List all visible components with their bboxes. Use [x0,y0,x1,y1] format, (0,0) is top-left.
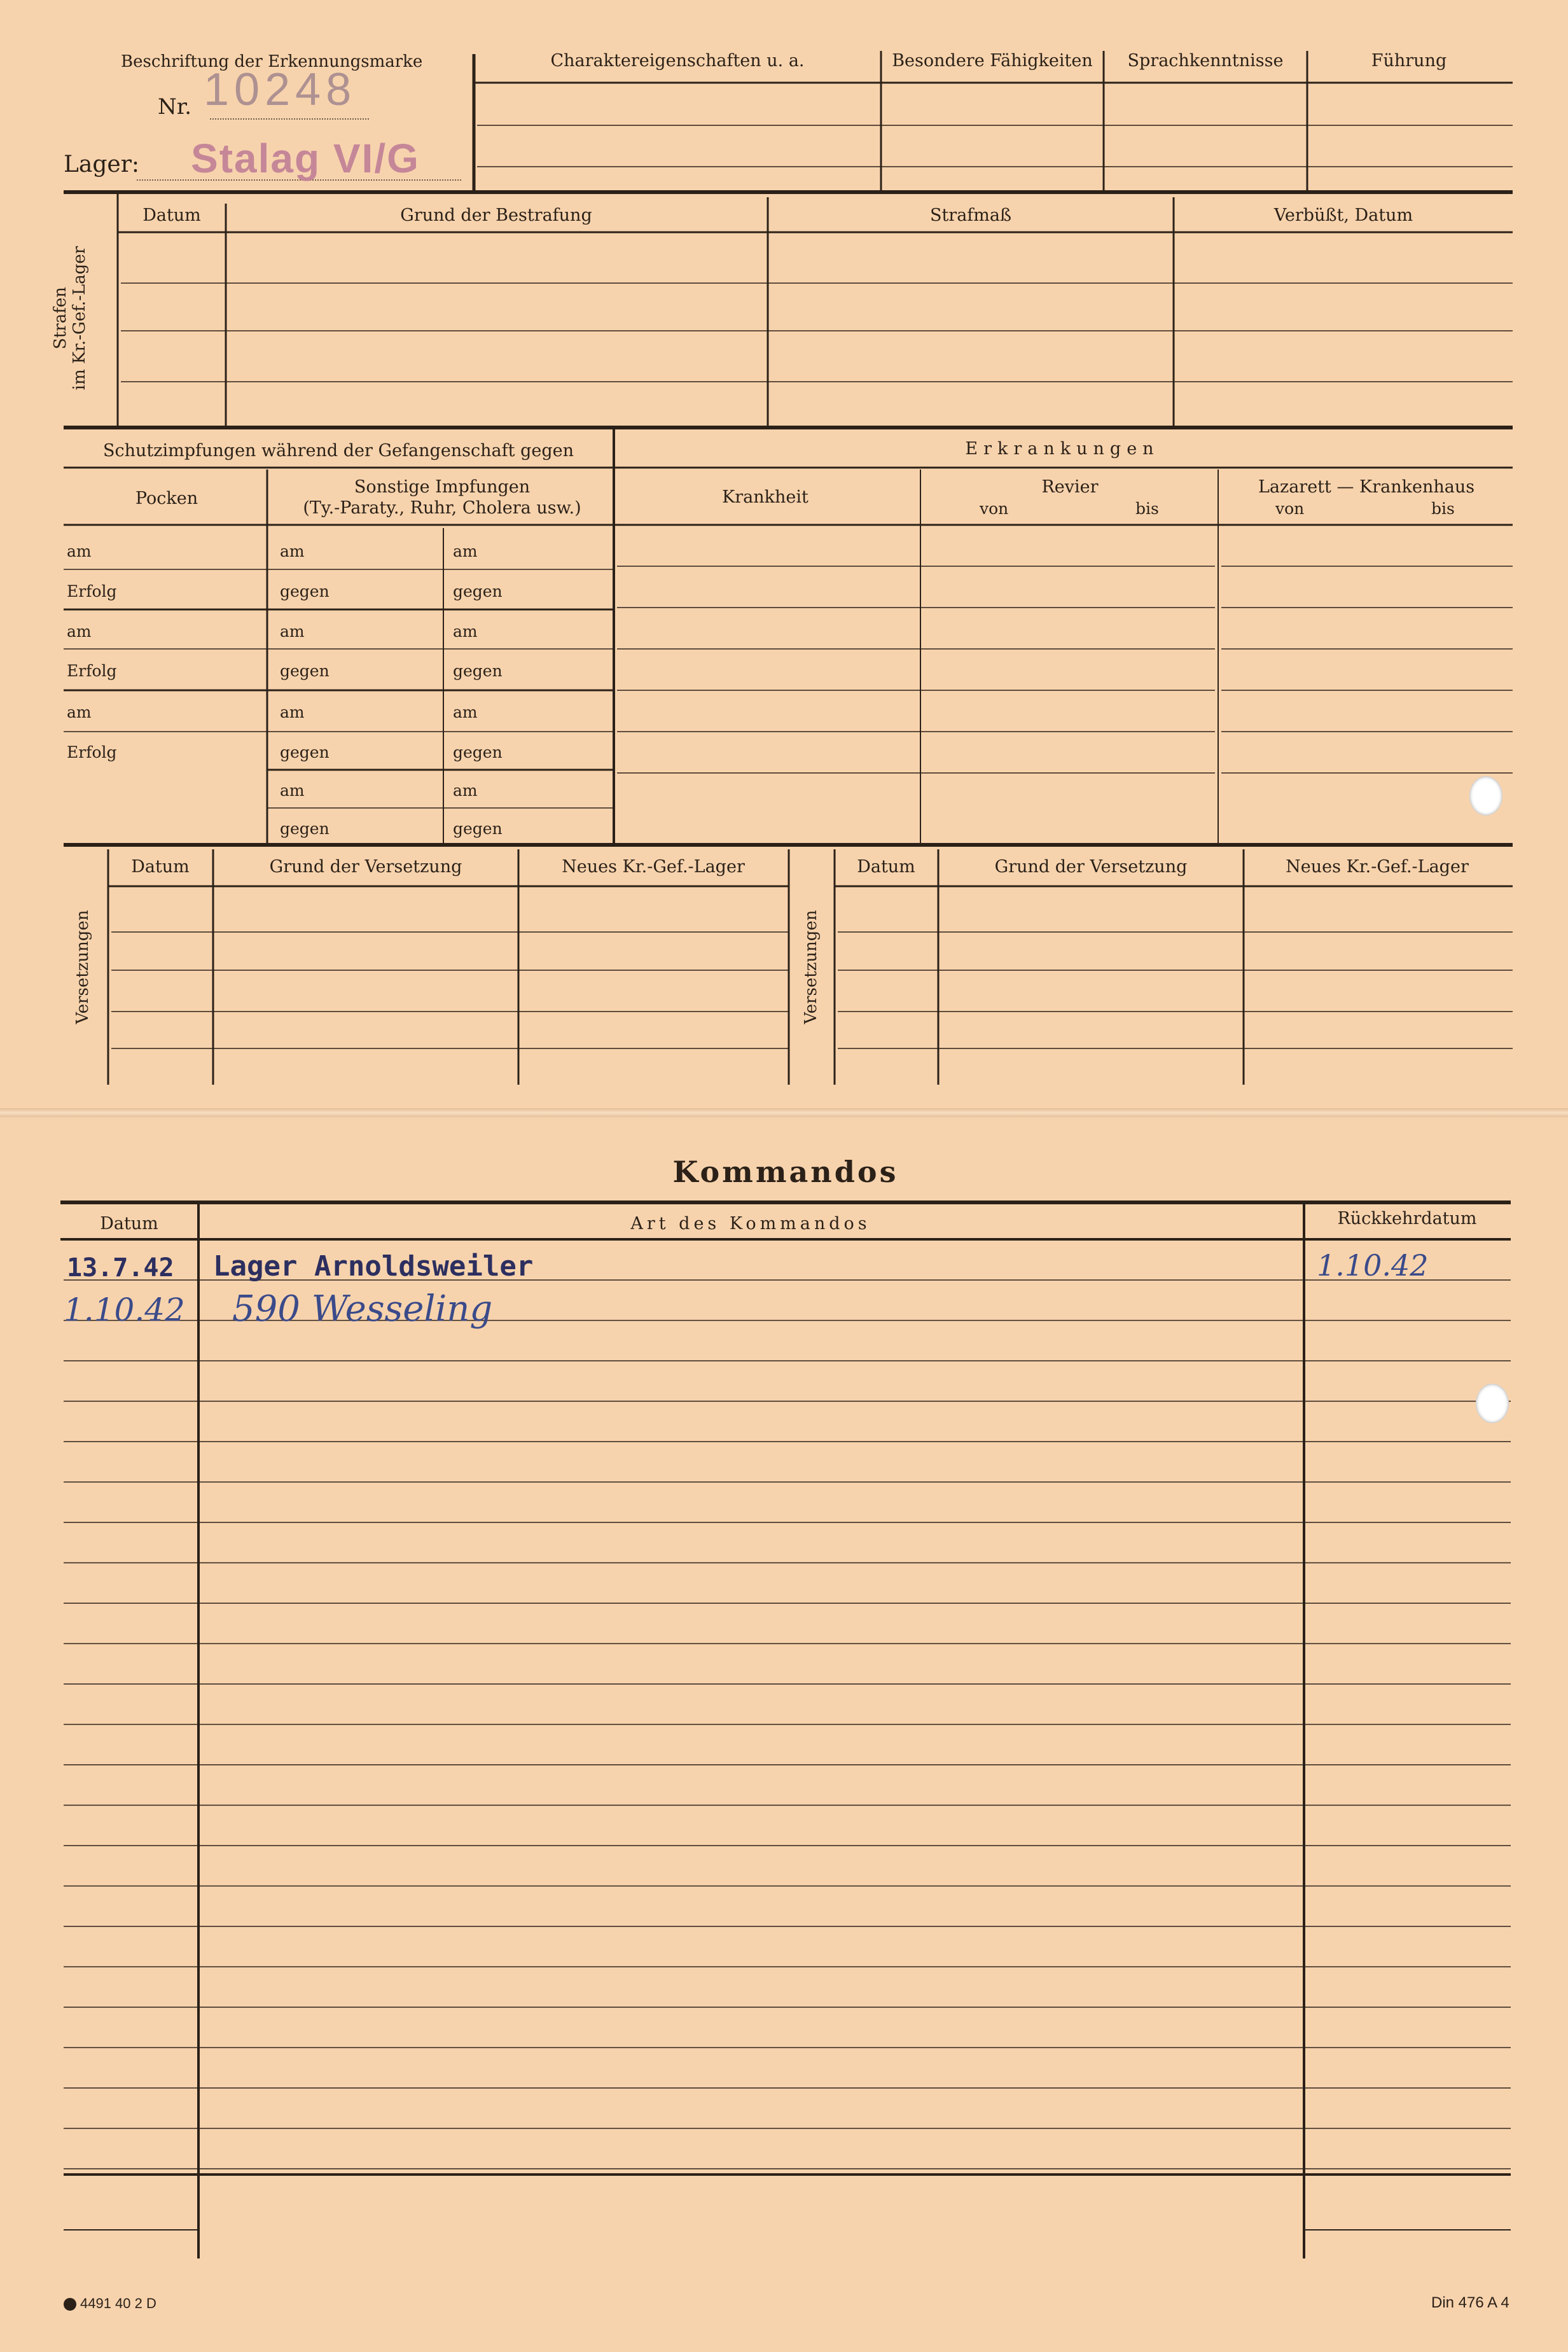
vers-col-grund-left: Grund der Versetzung [269,857,462,877]
kom-entry-1-rueckkehr: 1.10.42 [1317,1248,1429,1283]
vers-col-neues-left: Neues Kr.-Gef.-Lager [562,857,745,877]
pocken-am-3: am [67,703,92,721]
strafen-side-label [51,235,89,401]
lager-stamp: Stalag VI/G [191,136,420,181]
pocken-am-2: am [67,622,92,641]
kom-entry-1-datum: 13.7.42 [67,1253,174,1283]
sonst-am-4a: am [280,781,305,800]
sonst-am-1a: am [280,542,305,560]
sonst-gegen-1b: gegen [453,582,503,601]
col-sprach: Sprachkenntnisse [1127,51,1284,71]
kom-col-datum: Datum [100,1214,158,1234]
sonst-am-1b: am [453,542,478,560]
impf-col-pocken: Pocken [135,489,198,508]
erk-revier-von: von [980,499,1009,518]
sonst-gegen-1a: gegen [280,582,330,601]
strafen-col-verbuesst: Verbüßt, Datum [1273,205,1413,225]
kom-entry-1-art: Lager Arnoldsweiler [213,1250,534,1283]
pocken-am-1: am [67,542,92,560]
erk-lazarett-von: von [1275,499,1305,518]
strafen-col-strafmass: Strafmaß [929,205,1012,225]
punch-hole-upper [1469,776,1502,816]
strafen-side-label-1: Strafen [51,287,70,349]
vers-col-datum-left: Datum [131,857,190,877]
print-mark-icon [64,2298,76,2311]
col-charakter: Charaktereigenschaften u. a. [550,51,805,71]
pocken-erfolg-1: Erfolg [67,582,117,601]
erk-col-krankheit: Krankheit [722,487,808,507]
strafen-col-datum: Datum [142,205,201,225]
punch-hole-lower [1476,1384,1509,1423]
nr-dotted-line [210,118,369,120]
kom-entry-2-datum: 1.10.42 [64,1291,185,1328]
erk-col-revier: Revier [1041,477,1099,497]
impfungen-title: Schutzimpfungen während der Gefangenschaft gegen [103,441,574,461]
sonst-am-3a: am [280,703,305,721]
erkrankungen-title: Erkrankungen [965,439,1160,459]
vers-col-neues-right: Neues Kr.-Gef.-Lager [1286,857,1469,877]
vers-col-datum-right: Datum [857,857,915,877]
sonst-am-2b: am [453,622,478,641]
impf-col-sonstige-1: Sonstige Impfungen [354,477,531,497]
col-fuehrung: Führung [1371,51,1447,71]
footer-print-code-text: 4491 40 2 D [80,2295,156,2311]
strafen-col-grund: Grund der Bestrafung [400,205,592,225]
sonst-gegen-2b: gegen [453,662,503,680]
versetzungen-side-label-right: Versetzungen [801,910,821,1024]
strafen-side-label-2: im Kr.-Gef.-Lager [70,246,89,391]
sonst-am-3b: am [453,703,478,721]
footer-din: Din 476 A 4 [1431,2294,1509,2311]
sonst-gegen-4a: gegen [280,819,330,838]
sonst-gegen-3b: gegen [453,743,503,762]
erk-col-lazarett: Lazarett — Krankenhaus [1258,477,1475,497]
marke-label: Beschriftung der Erkennungsmarke [121,52,423,71]
erk-lazarett-bis: bis [1431,499,1455,518]
pocken-erfolg-2: Erfolg [67,662,117,680]
pocken-erfolg-3: Erfolg [67,743,117,762]
sonst-gegen-4b: gegen [453,819,503,838]
erk-revier-bis: bis [1135,499,1159,518]
impf-col-sonstige-2: (Ty.-Paraty., Ruhr, Cholera usw.) [303,498,581,518]
kom-col-rueckkehr: Rückkehrdatum [1337,1209,1477,1228]
lager-label: Lager: [64,151,140,177]
sonst-am-4b: am [453,781,478,800]
nr-label: Nr. [158,94,192,120]
sonst-gegen-3a: gegen [280,743,330,762]
col-faehigkeiten: Besondere Fähigkeiten [892,51,1093,71]
kom-entry-2-art: 590 Wesseling [232,1288,493,1330]
versetzungen-side-label-left: Versetzungen [73,910,92,1024]
sonst-am-2a: am [280,622,305,641]
footer-print-code [64,2295,156,2312]
kom-col-art: Art des Kommandos [630,1214,871,1234]
sonst-gegen-2a: gegen [280,662,330,680]
kommandos-title: Kommandos [672,1155,899,1189]
nr-value: 10248 [204,64,357,115]
vers-col-grund-right: Grund der Versetzung [994,857,1188,877]
